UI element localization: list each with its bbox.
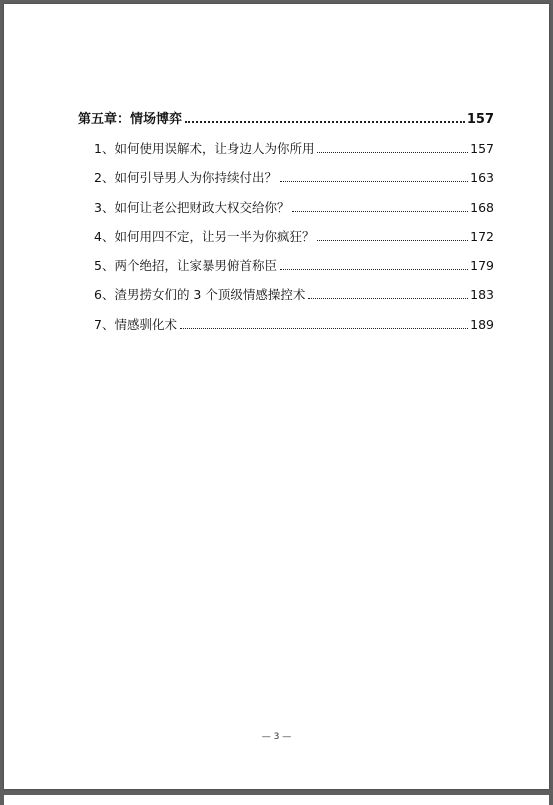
toc-entry-title: 5、两个绝招，让家暴男俯首称臣: [94, 258, 277, 274]
toc-entry-page: 172: [470, 228, 494, 244]
toc-leader-dots: [308, 298, 468, 299]
toc-entry-page: 189: [470, 316, 494, 332]
toc-entry[interactable]: [78, 285, 494, 314]
document-page: [4, 4, 549, 789]
page-number-footer: — 3 —: [261, 732, 292, 742]
toc-entry-page: 183: [470, 287, 494, 303]
toc-entry-title: 4、如何用四不定，让另一半为你疯狂？: [94, 228, 315, 244]
toc-leader-dots: [280, 181, 468, 182]
toc-entry-title: 6、渣男捞女们的 3 个顶级情感操控术: [94, 287, 306, 303]
toc-entry-title: 1、如何使用误解术，让身边人为你所用: [94, 141, 315, 156]
toc-leader-dots: [292, 211, 468, 212]
toc-entry[interactable]: [78, 256, 494, 285]
toc-entry[interactable]: [78, 315, 494, 344]
toc-entry-title: 7、情感驯化术: [94, 316, 177, 332]
toc-leader-dots: [185, 121, 465, 123]
toc-leader-dots: [180, 328, 468, 329]
toc-entry-page: 157: [470, 141, 494, 156]
next-page-edge: [4, 795, 549, 805]
toc-entry[interactable]: [78, 168, 494, 197]
toc-entry-page: 163: [470, 170, 494, 186]
table-of-contents: [78, 108, 494, 344]
toc-entry-page: 179: [470, 258, 494, 274]
toc-leader-dots: [317, 152, 468, 153]
toc-entry[interactable]: [78, 198, 494, 227]
toc-entry[interactable]: [78, 139, 494, 168]
toc-leader-dots: [280, 269, 468, 270]
toc-entry[interactable]: [78, 227, 494, 256]
toc-entry-title: 2、如何引导男人为你持续付出？: [94, 170, 277, 186]
toc-chapter-title: 第五章：情场博弈: [78, 112, 183, 127]
toc-entry-title: 3、如何让老公把财政大权交给你？: [94, 199, 290, 215]
toc-chapter-page: 157: [466, 112, 494, 127]
toc-leader-dots: [317, 240, 468, 241]
toc-chapter-heading[interactable]: [78, 108, 494, 130]
toc-entry-page: 168: [470, 199, 494, 215]
